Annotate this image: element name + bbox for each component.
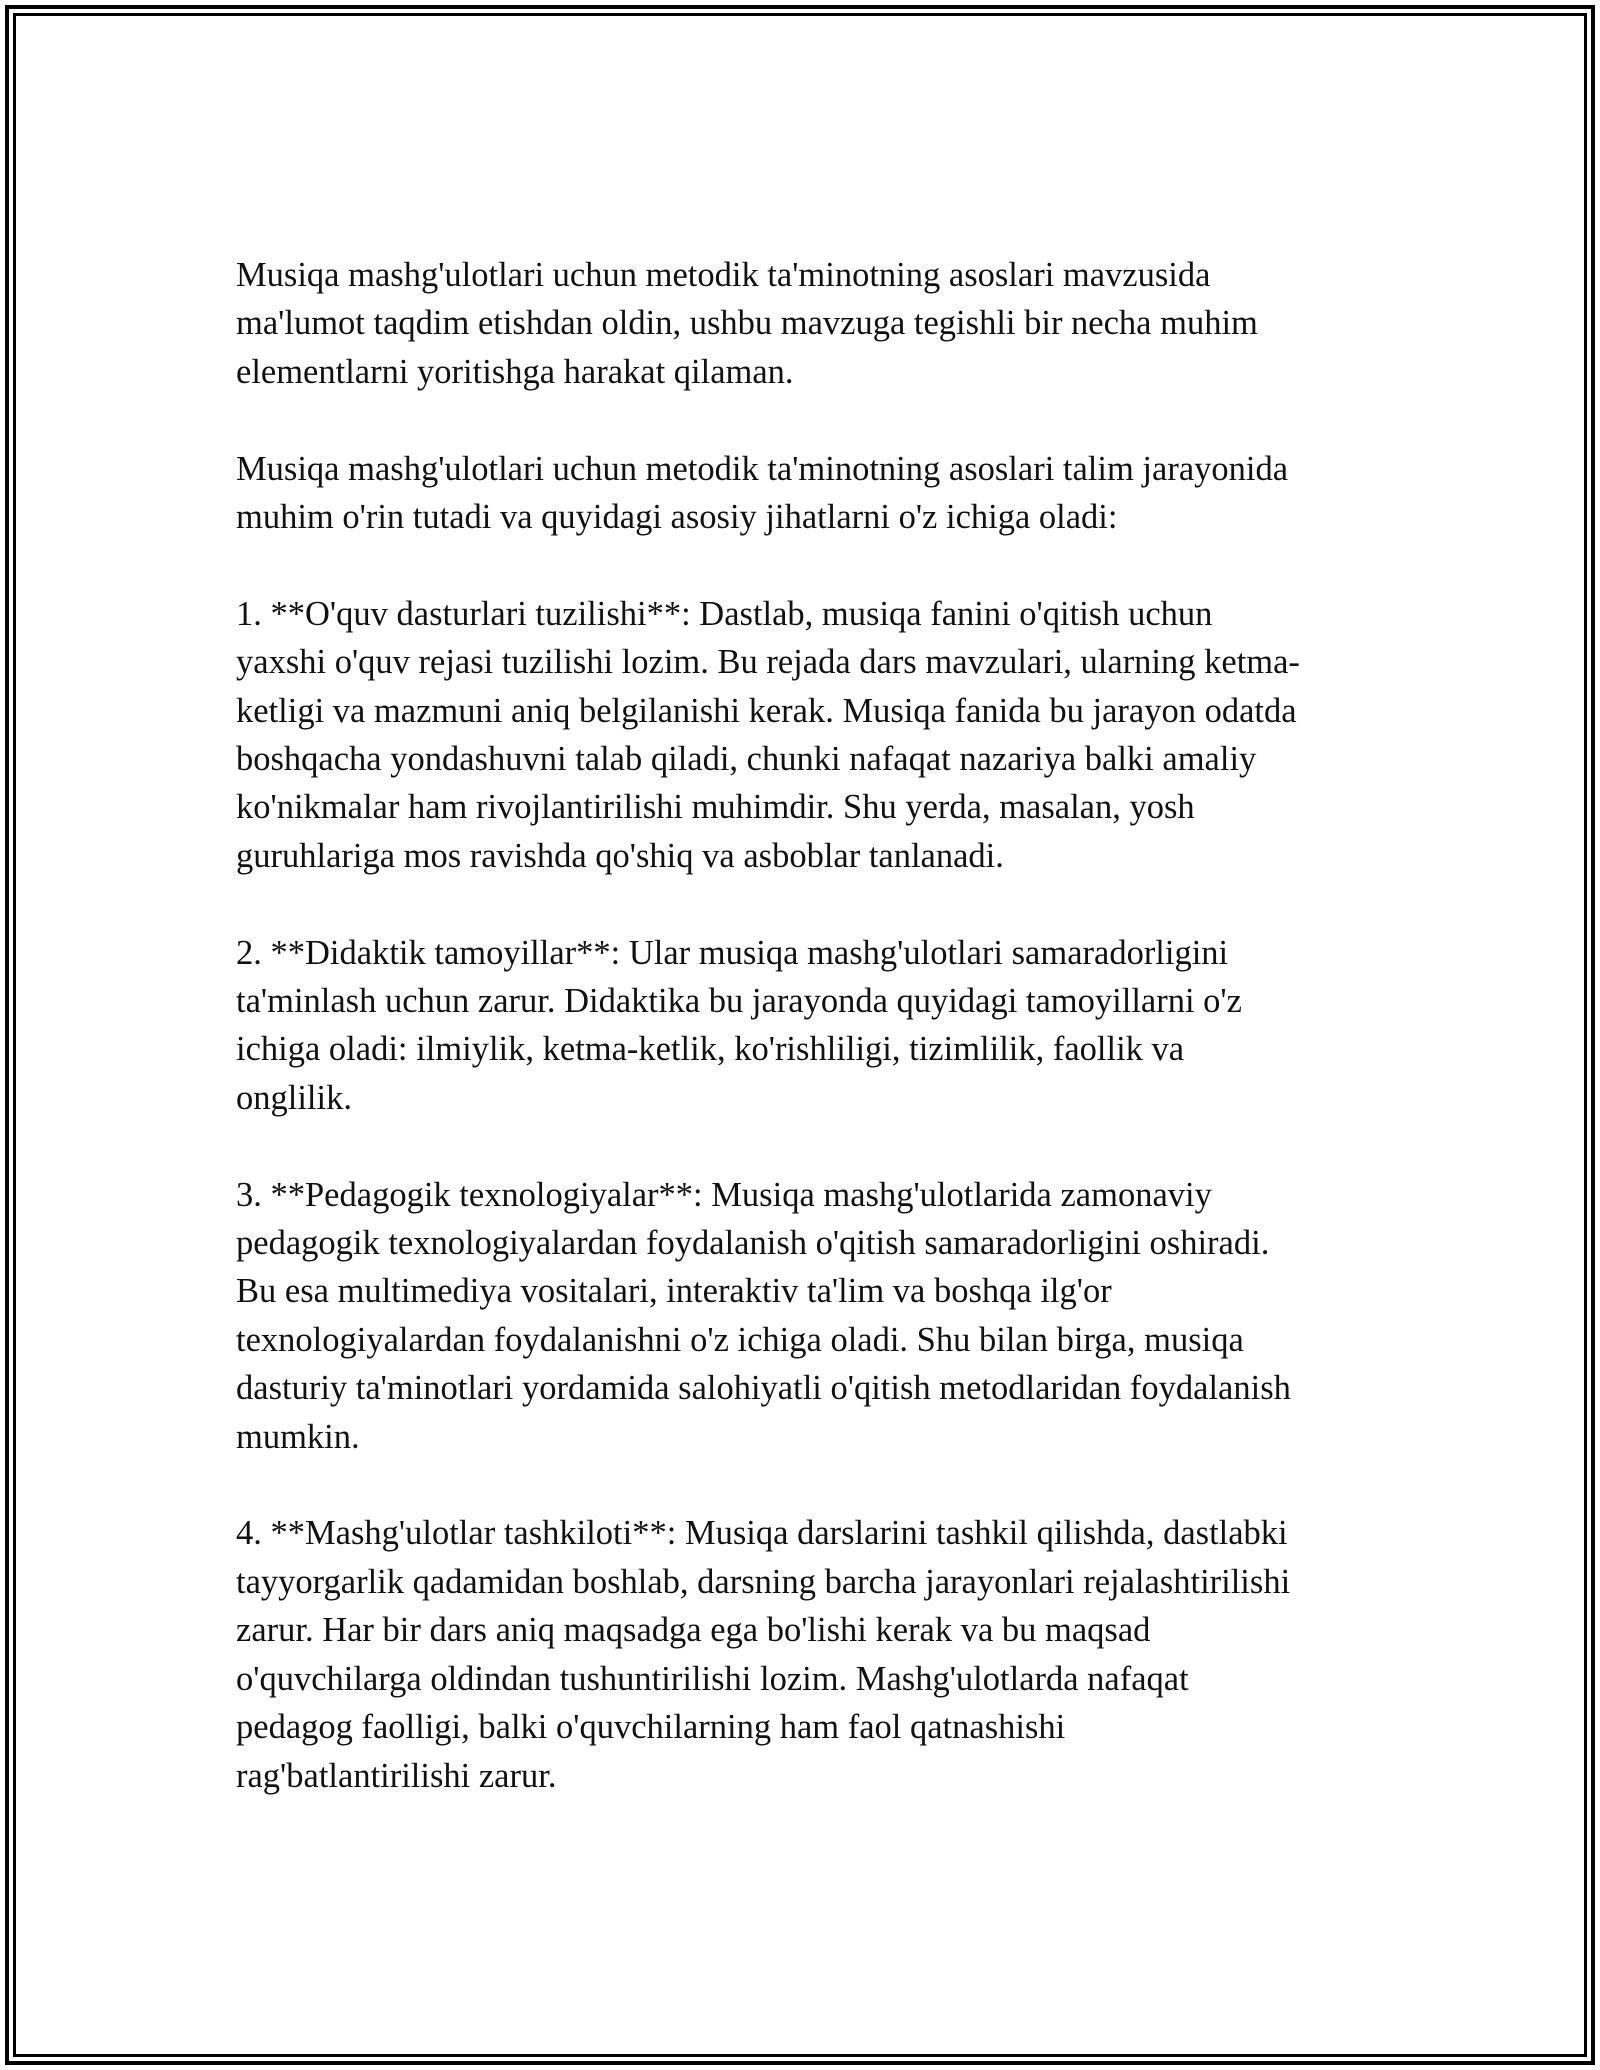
overview-paragraph: Musiqa mashg'ulotlari uchun metodik ta'minotning asoslari talim jarayonida muhim o'rin tutadi va quyidagi asosiy jihatlarni o'z ichiga oladi:	[236, 449, 1289, 537]
list-item-pedagogical-technologies: 3. **Pedagogik texnologiyalar**: Musiqa mashg'ulotlarida zamonaviy pedagogik texnologiyalardan foydalanish o'qitish samaradorligini oshiradi. Bu esa multimediya vositalari, interaktiv ta'lim va boshqa ilg'or texnologiyalardan foydalanishni o'z ichiga oladi. Shu bilan birga, musiqa dasturiy ta'minotlari yordamida salohiyatli o'qitish metodlaridan foydalanish mumkin.	[236, 1175, 1291, 1456]
list-item-didactic-principles: 2. **Didaktik tamoyillar**: Ular musiqa mashg'ulotlari samaradorligini ta'minlash uchun zarur. Didaktika bu jarayonda quyidagi tamoyillarni o'z ichiga oladi: ilmiylik, ketma-ketlik, ko'rishliligi, tizimlilik, faollik va onglilik.	[236, 933, 1242, 1117]
list-item-lesson-organization: 4. **Mashg'ulotlar tashkiloti**: Musiqa darslarini tashkil qilishda, dastlabki tayyorgarlik qadamidan boshlab, darsning barcha jarayonlari rejalashtirilishi zarur. Har bir dars aniq maqsadga ega bo'lishi kerak va bu maqsad o'quvchilarga oldindan tushuntirilishi lozim. Mashg'ulotlarda nafaqat pedagog faolligi, balki o'quvchilarning ham faol qatnashishi rag'batlantirilishi zarur.	[236, 1514, 1291, 1795]
intro-paragraph: Musiqa mashg'ulotlari uchun metodik ta'minotning asoslari mavzusida ma'lumot taqdim etishdan oldin, ushbu mavzuga tegishli bir necha muhim elementlarni yoritishga harakat qilaman.	[236, 256, 1258, 391]
document-body	[236, 251, 1376, 1848]
list-item-curriculum: 1. **O'quv dasturlari tuzilishi**: Dastlab, musiqa fanini o'qitish uchun yaxshi o'quv rejasi tuzilishi lozim. Bu rejada dars mavzulari, ularning ketma- ketligi va mazmuni aniq belgilanishi kerak. Musiqa fanida bu jarayon odatda boshqacha yondashuvni talab qiladi, chunki nafaqat nazariya balki amaliy ko'nikmalar ham rivojlantirilishi muhimdir. Shu yerda, masalan, yosh guruhlariga mos ravishda qo'shiq va asboblar tanlanadi.	[236, 594, 1300, 875]
